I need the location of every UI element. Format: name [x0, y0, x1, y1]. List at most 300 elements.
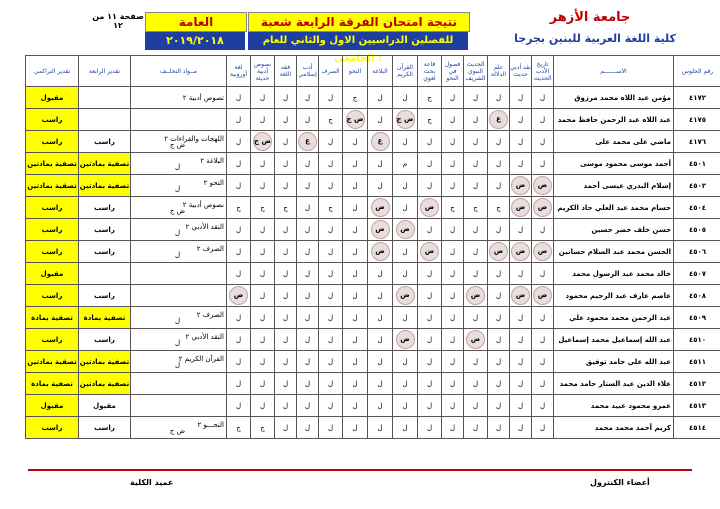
grade-value: ض — [466, 330, 485, 349]
grade-value: ل — [327, 269, 334, 278]
grade-cell — [418, 307, 442, 329]
grade-cell — [418, 351, 442, 373]
grade-value: ل — [472, 137, 479, 146]
grade-cell — [227, 329, 251, 351]
grade-value: ع — [298, 132, 317, 151]
grade-value: ل — [495, 269, 502, 278]
grade-value: ض ج — [396, 110, 415, 129]
grade-value: ل — [377, 159, 383, 168]
grade-value: م — [402, 159, 408, 168]
grade-value: ل — [304, 93, 311, 102]
grade-cell — [418, 285, 442, 307]
grade-cell — [488, 109, 510, 131]
fourth-year-grade: راسب — [79, 131, 131, 153]
grade-cell — [368, 219, 393, 241]
grade-value: ل — [449, 181, 456, 190]
grade-cell — [510, 87, 532, 109]
grade-value: ل — [327, 137, 334, 146]
grade-cell — [510, 219, 532, 241]
grade-value: ل — [517, 159, 524, 168]
column-header: القرآن الكريم — [393, 56, 418, 87]
grade-value: ل — [472, 423, 479, 432]
seat-number: ٤١٧٥ — [674, 109, 720, 131]
grade-cell — [510, 153, 532, 175]
grade-cell — [297, 109, 319, 131]
student-name: عمرو محمود عبيد محمد — [554, 395, 674, 417]
cumulative-grade: مقبول — [26, 263, 79, 285]
column-header: نصوص أدبية حديثة — [251, 56, 275, 87]
grade-value: ل — [259, 159, 266, 168]
cumulative-grade: راسب — [26, 285, 79, 307]
grade-value: ل — [539, 313, 546, 322]
grade-value: ل — [282, 269, 289, 278]
fourth-year-grade: تصفية بمادتين — [79, 351, 131, 373]
student-name: كريم أحمد محمد محمد — [554, 417, 674, 439]
column-header: تقدير التراكمي — [26, 56, 79, 87]
grade-cell — [488, 395, 510, 417]
grade-value: ل — [472, 159, 479, 168]
grade-value: ل — [472, 379, 479, 388]
grade-cell — [297, 395, 319, 417]
grade-value: ج — [260, 423, 265, 432]
grade-cell — [418, 263, 442, 285]
failed-subject-grade: ض ج — [169, 426, 186, 435]
table-row — [26, 153, 720, 175]
table-row — [26, 87, 720, 109]
grade-value: ل — [495, 335, 502, 344]
grade-cell — [275, 87, 297, 109]
student-name: مؤمن عبد اللاه محمد مرزوق — [554, 87, 674, 109]
grade-value: ل — [426, 137, 433, 146]
grade-cell — [464, 395, 488, 417]
grade-cell — [343, 109, 368, 131]
grade-value: ض — [396, 330, 415, 349]
grade-value: ل — [235, 115, 242, 124]
grade-value: ض — [489, 242, 508, 261]
fourth-year-grade: تصفية بمادتين — [79, 153, 131, 175]
seat-number: ٤٥٠٤ — [674, 197, 720, 219]
failed-subjects — [131, 285, 227, 307]
failed-subject-grade: ل — [174, 228, 181, 237]
grade-value: ل — [304, 225, 311, 234]
failed-subjects — [131, 307, 227, 329]
grade-value: ل — [259, 379, 266, 388]
grade-cell — [227, 219, 251, 241]
grade-value: ج — [473, 203, 478, 212]
seat-number: ٤٥٠٩ — [674, 307, 720, 329]
grade-cell — [368, 153, 393, 175]
grade-cell — [393, 329, 418, 351]
grade-cell — [343, 197, 368, 219]
grade-cell — [510, 307, 532, 329]
college-name: كلية اللغة العربية للبنين بجرجا — [514, 32, 676, 45]
grade-cell — [227, 285, 251, 307]
grade-value: ل — [495, 357, 502, 366]
grade-value: ل — [517, 423, 524, 432]
grade-cell — [319, 153, 343, 175]
grade-cell — [251, 153, 275, 175]
grade-cell — [510, 329, 532, 351]
grade-value: ج — [260, 203, 265, 212]
failed-subject-name: النقد الأدبي ٢ — [185, 222, 224, 231]
grade-value: ل — [426, 159, 433, 168]
grade-cell — [319, 263, 343, 285]
grade-value: ل — [539, 159, 546, 168]
grade-value: ج — [427, 93, 432, 102]
table-row — [26, 131, 720, 153]
seat-number: ٤٥٠٥ — [674, 219, 720, 241]
grade-value: ل — [539, 225, 546, 234]
grade-cell — [319, 307, 343, 329]
grade-cell — [297, 175, 319, 197]
fourth-year-grade — [79, 109, 131, 131]
grade-value: ل — [282, 335, 289, 344]
grade-cell — [393, 263, 418, 285]
grade-value: ل — [304, 357, 311, 366]
grade-value: ض — [533, 286, 552, 305]
grade-value: ل — [517, 401, 524, 410]
table-row — [26, 263, 720, 285]
grade-cell — [297, 329, 319, 351]
grade-cell — [275, 373, 297, 395]
grade-cell — [275, 417, 297, 439]
grade-cell — [488, 87, 510, 109]
grade-cell — [251, 131, 275, 153]
grade-cell — [297, 153, 319, 175]
grade-cell — [227, 131, 251, 153]
grade-value: ل — [426, 313, 433, 322]
grade-value: ع — [371, 132, 390, 151]
exam-subtitle: للفصلين الدراسيين الاول والثاني للعام الجامعى : — [248, 32, 468, 50]
grade-cell — [275, 241, 297, 263]
grade-value: ل — [517, 269, 524, 278]
grade-value: ل — [327, 181, 334, 190]
grade-value: ل — [282, 93, 289, 102]
student-name: عبد اللاه عبد الرحمن حافظ محمد — [554, 109, 674, 131]
grade-value: ض — [511, 176, 530, 195]
grade-cell — [532, 87, 554, 109]
cumulative-grade: راسب — [26, 131, 79, 153]
grade-value: ل — [327, 357, 334, 366]
grade-value: ل — [377, 335, 383, 344]
failed-subject-grade: ل — [174, 338, 181, 347]
column-header: الصرف — [319, 56, 343, 87]
grade-value: ل — [539, 379, 546, 388]
grade-cell — [297, 131, 319, 153]
academic-year: ٢٠١٩/٢٠١٨ — [145, 32, 245, 50]
grade-value: ل — [327, 313, 334, 322]
table-row — [26, 175, 720, 197]
grade-value: ل — [304, 313, 311, 322]
grade-cell — [442, 219, 464, 241]
grade-cell — [251, 109, 275, 131]
grade-cell — [227, 395, 251, 417]
results-table — [25, 55, 720, 439]
grade-cell — [442, 197, 464, 219]
dean-signature-label: عميد الكلية — [130, 478, 174, 487]
grade-value: ل — [472, 115, 479, 124]
grade-cell — [297, 219, 319, 241]
grade-cell — [368, 241, 393, 263]
grade-cell — [297, 417, 319, 439]
student-name: عاصم عارف عبد الرحيم محمود — [554, 285, 674, 307]
fourth-year-grade: راسب — [79, 219, 131, 241]
column-header: فقه اللغة — [275, 56, 297, 87]
table-row — [26, 285, 720, 307]
failed-subjects — [131, 329, 227, 351]
grade-cell — [251, 175, 275, 197]
table-header-row — [26, 56, 720, 87]
seat-number: ٤٥٠٢ — [674, 175, 720, 197]
grade-cell — [251, 241, 275, 263]
grade-cell — [368, 197, 393, 219]
grade-cell — [488, 197, 510, 219]
grade-value: ل — [259, 225, 266, 234]
table-row — [26, 329, 720, 351]
grade-value: ل — [377, 93, 383, 102]
grade-cell — [442, 241, 464, 263]
grade-value: ض — [511, 198, 530, 217]
grade-value: ل — [235, 181, 242, 190]
column-header: نقد أدبي حديث — [510, 56, 532, 87]
grade-cell — [532, 241, 554, 263]
grade-cell — [275, 351, 297, 373]
grade-cell — [368, 131, 393, 153]
cumulative-grade: مقبول — [26, 395, 79, 417]
student-name: خالد محمد عبد الرسول محمد — [554, 263, 674, 285]
grade-value: ل — [449, 137, 456, 146]
grade-value: ل — [282, 379, 289, 388]
grade-value: ض — [533, 176, 552, 195]
failed-subjects — [131, 219, 227, 241]
grade-value: ج — [450, 203, 455, 212]
grade-value: ل — [235, 335, 242, 344]
failed-subject-name: نصوص أدبية ٢ — [182, 200, 224, 209]
grade-value: ل — [495, 379, 502, 388]
grade-value: ل — [449, 247, 456, 256]
grade-cell — [368, 87, 393, 109]
student-name: علاء الدين عبد الستار حامد محمد — [554, 373, 674, 395]
failed-subject-name: اللهجات والقراءات ٢ — [164, 134, 224, 143]
table-row — [26, 351, 720, 373]
grade-cell — [393, 197, 418, 219]
grade-cell — [488, 241, 510, 263]
grade-value: ل — [402, 93, 408, 102]
column-header: فصول في النحو — [442, 56, 464, 87]
grade-cell — [297, 263, 319, 285]
grade-value: ل — [352, 181, 358, 190]
grade-value: ل — [377, 313, 383, 322]
grade-cell — [510, 109, 532, 131]
grade-cell — [393, 307, 418, 329]
grade-value: ل — [402, 137, 408, 146]
grade-value: ل — [235, 269, 242, 278]
student-name: الحسن محمد عبد السلام حسانين — [554, 241, 674, 263]
grade-cell — [343, 219, 368, 241]
grade-value: ض — [511, 286, 530, 305]
student-name: حسام محمد عبد العلي جاد الكريم — [554, 197, 674, 219]
grade-cell — [464, 351, 488, 373]
seat-number: ٤١٧٢ — [674, 87, 720, 109]
grade-cell — [319, 285, 343, 307]
grade-cell — [227, 175, 251, 197]
grade-cell — [488, 219, 510, 241]
grade-cell — [319, 219, 343, 241]
grade-cell — [393, 351, 418, 373]
grade-cell — [418, 197, 442, 219]
grade-value: ل — [377, 269, 383, 278]
grade-cell — [488, 307, 510, 329]
cumulative-grade: تصفية بمادتين — [26, 153, 79, 175]
seat-number: ٤٥٠٦ — [674, 241, 720, 263]
grade-cell — [251, 373, 275, 395]
grade-cell — [227, 417, 251, 439]
cumulative-grade: تصفية بمادة — [26, 373, 79, 395]
grade-value: ل — [495, 291, 502, 300]
grade-cell — [442, 87, 464, 109]
grade-cell — [297, 373, 319, 395]
fourth-year-grade: تصفية بمادتين — [79, 373, 131, 395]
grade-cell — [418, 153, 442, 175]
grade-value: ل — [304, 159, 311, 168]
grade-value: ل — [539, 269, 546, 278]
grade-cell — [532, 219, 554, 241]
grade-value: ل — [426, 423, 433, 432]
grade-value: ل — [282, 291, 289, 300]
grade-cell — [319, 417, 343, 439]
grade-cell — [275, 197, 297, 219]
grade-cell — [464, 307, 488, 329]
grade-cell — [488, 153, 510, 175]
grade-value: ل — [304, 335, 311, 344]
grade-value: ض — [466, 286, 485, 305]
grade-cell — [343, 153, 368, 175]
grade-cell — [319, 175, 343, 197]
grade-value: ل — [259, 181, 266, 190]
seat-number: ٤٥١٣ — [674, 395, 720, 417]
grade-value: ل — [449, 93, 456, 102]
grade-cell — [510, 175, 532, 197]
grade-cell — [275, 153, 297, 175]
column-header: الاســـــــم — [554, 56, 674, 87]
grade-value: ج — [236, 203, 241, 212]
grade-value: ل — [426, 401, 433, 410]
grade-value: ل — [352, 137, 358, 146]
table-row — [26, 219, 720, 241]
grade-cell — [464, 373, 488, 395]
grade-cell — [464, 329, 488, 351]
grade-value: ل — [282, 159, 289, 168]
grade-value: ل — [352, 225, 358, 234]
grade-value: ل — [377, 181, 383, 190]
failed-subject-grade: ل — [174, 316, 181, 325]
grade-cell — [488, 175, 510, 197]
cumulative-grade: راسب — [26, 219, 79, 241]
grade-value: ل — [304, 269, 311, 278]
grade-value: ل — [377, 291, 383, 300]
grade-value: ل — [495, 313, 502, 322]
grade-cell — [227, 351, 251, 373]
grade-value: ل — [327, 379, 334, 388]
grade-cell — [368, 395, 393, 417]
grade-value: ل — [426, 181, 433, 190]
grade-value: ل — [539, 423, 546, 432]
grade-cell — [343, 241, 368, 263]
grade-value: ج — [496, 203, 501, 212]
grade-cell — [532, 417, 554, 439]
grade-cell — [393, 175, 418, 197]
grade-value: ل — [304, 291, 311, 300]
grade-cell — [510, 285, 532, 307]
grade-value: ل — [517, 137, 524, 146]
grade-cell — [227, 87, 251, 109]
grade-value: ل — [327, 401, 334, 410]
grade-value: ل — [426, 379, 433, 388]
grade-value: ل — [352, 159, 358, 168]
grade-value: ض — [420, 198, 439, 217]
grade-cell — [275, 109, 297, 131]
fourth-year-grade — [79, 87, 131, 109]
failed-subjects — [131, 131, 227, 153]
grade-value: ل — [449, 115, 456, 124]
grade-value: ل — [495, 423, 502, 432]
grade-cell — [464, 109, 488, 131]
grade-cell — [319, 131, 343, 153]
cumulative-grade: راسب — [26, 329, 79, 351]
grade-cell — [319, 109, 343, 131]
grade-value: ض ج — [253, 132, 272, 151]
grade-value: ل — [426, 357, 433, 366]
grade-cell — [464, 175, 488, 197]
grade-value: ل — [352, 247, 358, 256]
grade-value: ل — [235, 93, 242, 102]
grade-cell — [343, 131, 368, 153]
grade-cell — [227, 153, 251, 175]
grade-cell — [510, 351, 532, 373]
student-name: ماضي على محمد على — [554, 131, 674, 153]
seat-number: ٤٥١٠ — [674, 329, 720, 351]
grade-value: ض — [533, 242, 552, 261]
failed-subjects — [131, 395, 227, 417]
grade-cell — [275, 395, 297, 417]
failed-subject-grade: ل — [174, 184, 181, 193]
grade-value: ع — [489, 110, 508, 129]
grade-value: ل — [539, 137, 546, 146]
grade-cell — [532, 329, 554, 351]
grade-cell — [251, 395, 275, 417]
column-header: الحديث النبوي الشريف — [464, 56, 488, 87]
grade-value: ج — [352, 93, 358, 102]
grade-value: ل — [235, 247, 242, 256]
grade-value: ل — [259, 357, 266, 366]
grade-cell — [442, 109, 464, 131]
grade-cell — [418, 219, 442, 241]
grade-value: ل — [327, 247, 334, 256]
table-row — [26, 395, 720, 417]
grade-cell — [532, 109, 554, 131]
grade-cell — [393, 285, 418, 307]
grade-cell — [393, 153, 418, 175]
failed-subject-grade: ض ج — [169, 140, 186, 149]
grade-value: ل — [449, 357, 456, 366]
grade-value: ل — [426, 225, 433, 234]
grade-cell — [510, 417, 532, 439]
grade-cell — [442, 351, 464, 373]
grade-cell — [393, 131, 418, 153]
grade-value: ج — [328, 203, 333, 212]
grade-cell — [532, 351, 554, 373]
grade-value: ل — [495, 137, 502, 146]
